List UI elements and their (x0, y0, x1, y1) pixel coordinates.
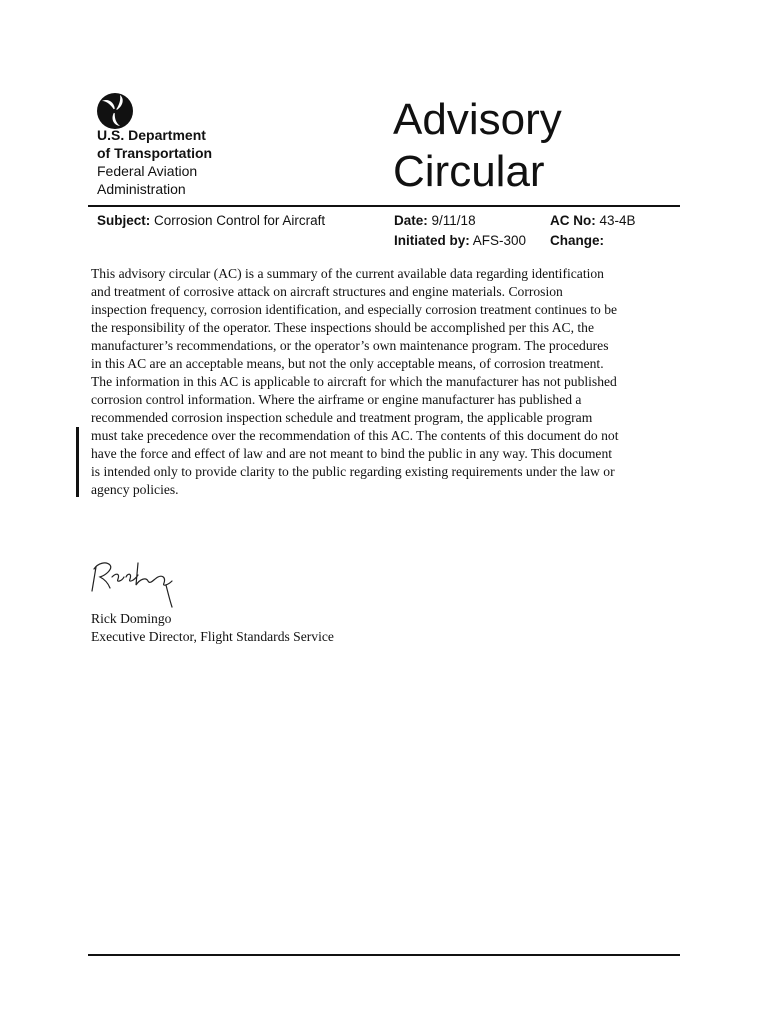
signer-block (91, 610, 334, 646)
ac-number-value: 43-4B (599, 213, 636, 228)
body-line: recommended corrosion inspection schedule and treatment program, the applicable program (91, 410, 593, 425)
date-field (394, 212, 476, 230)
footer-divider (88, 954, 680, 956)
initiated-by-label: Initiated by: (394, 233, 470, 248)
handwritten-signature (88, 555, 178, 613)
ac-number-field (550, 212, 636, 230)
body-line: The information in this AC is applicable to aircraft for which the manufacturer has not published (91, 374, 617, 389)
dot-logo-icon (96, 92, 134, 130)
body-line: and treatment of corrosive attack on aircraft structures and engine materials. Corrosion (91, 284, 563, 299)
body-line: have the force and effect of law and are not meant to bind the public in any way. This document (91, 446, 613, 461)
body-line: agency policies. (91, 482, 179, 497)
department-name-line1: U.S. Department (97, 127, 206, 143)
change-label: Change: (550, 233, 604, 248)
ac-number-label: AC No: (550, 213, 596, 228)
body-line: inspection frequency, corrosion identification, and especially corrosion treatment continues to be (91, 302, 618, 317)
signer-title: Executive Director, Flight Standards Service (91, 629, 334, 644)
title-line2: Circular (393, 147, 545, 196)
subject-value: Corrosion Control for Aircraft (154, 213, 326, 228)
initiated-by-value: AFS-300 (472, 233, 527, 248)
change-bar (76, 427, 79, 497)
document-title (393, 94, 562, 198)
body-line: the responsibility of the operator. These inspections should be accomplished per this AC, the (91, 320, 595, 335)
agency-name-line1: Federal Aviation (97, 163, 198, 179)
agency-name-line2: Administration (97, 181, 186, 197)
initiated-by-field (394, 232, 526, 250)
header-divider (88, 205, 680, 207)
subject-field (97, 212, 325, 230)
subject-label: Subject: (97, 213, 151, 228)
date-label: Date: (394, 213, 428, 228)
department-name-line2: of Transportation (97, 145, 213, 161)
change-field (550, 232, 604, 250)
department-block (97, 126, 212, 198)
body-paragraph (91, 265, 691, 499)
body-line: This advisory circular (AC) is a summary of the current available data regarding identification (91, 266, 604, 281)
title-line1: Advisory (393, 95, 562, 144)
date-value: 9/11/18 (431, 213, 476, 228)
body-line: manufacturer’s recommendations, or the operator’s own maintenance program. The procedures (91, 338, 609, 353)
body-line: must take precedence over the recommendation of this AC. The contents of this document do not (91, 428, 619, 443)
signer-name: Rick Domingo (91, 611, 172, 626)
body-line: is intended only to provide clarity to the public regarding existing requirements under the law or (91, 464, 615, 479)
body-line: corrosion control information. Where the airframe or engine manufacturer has published a (91, 392, 582, 407)
body-line: in this AC are an acceptable means, but not the only acceptable means, of corrosion treatment. (91, 356, 604, 371)
